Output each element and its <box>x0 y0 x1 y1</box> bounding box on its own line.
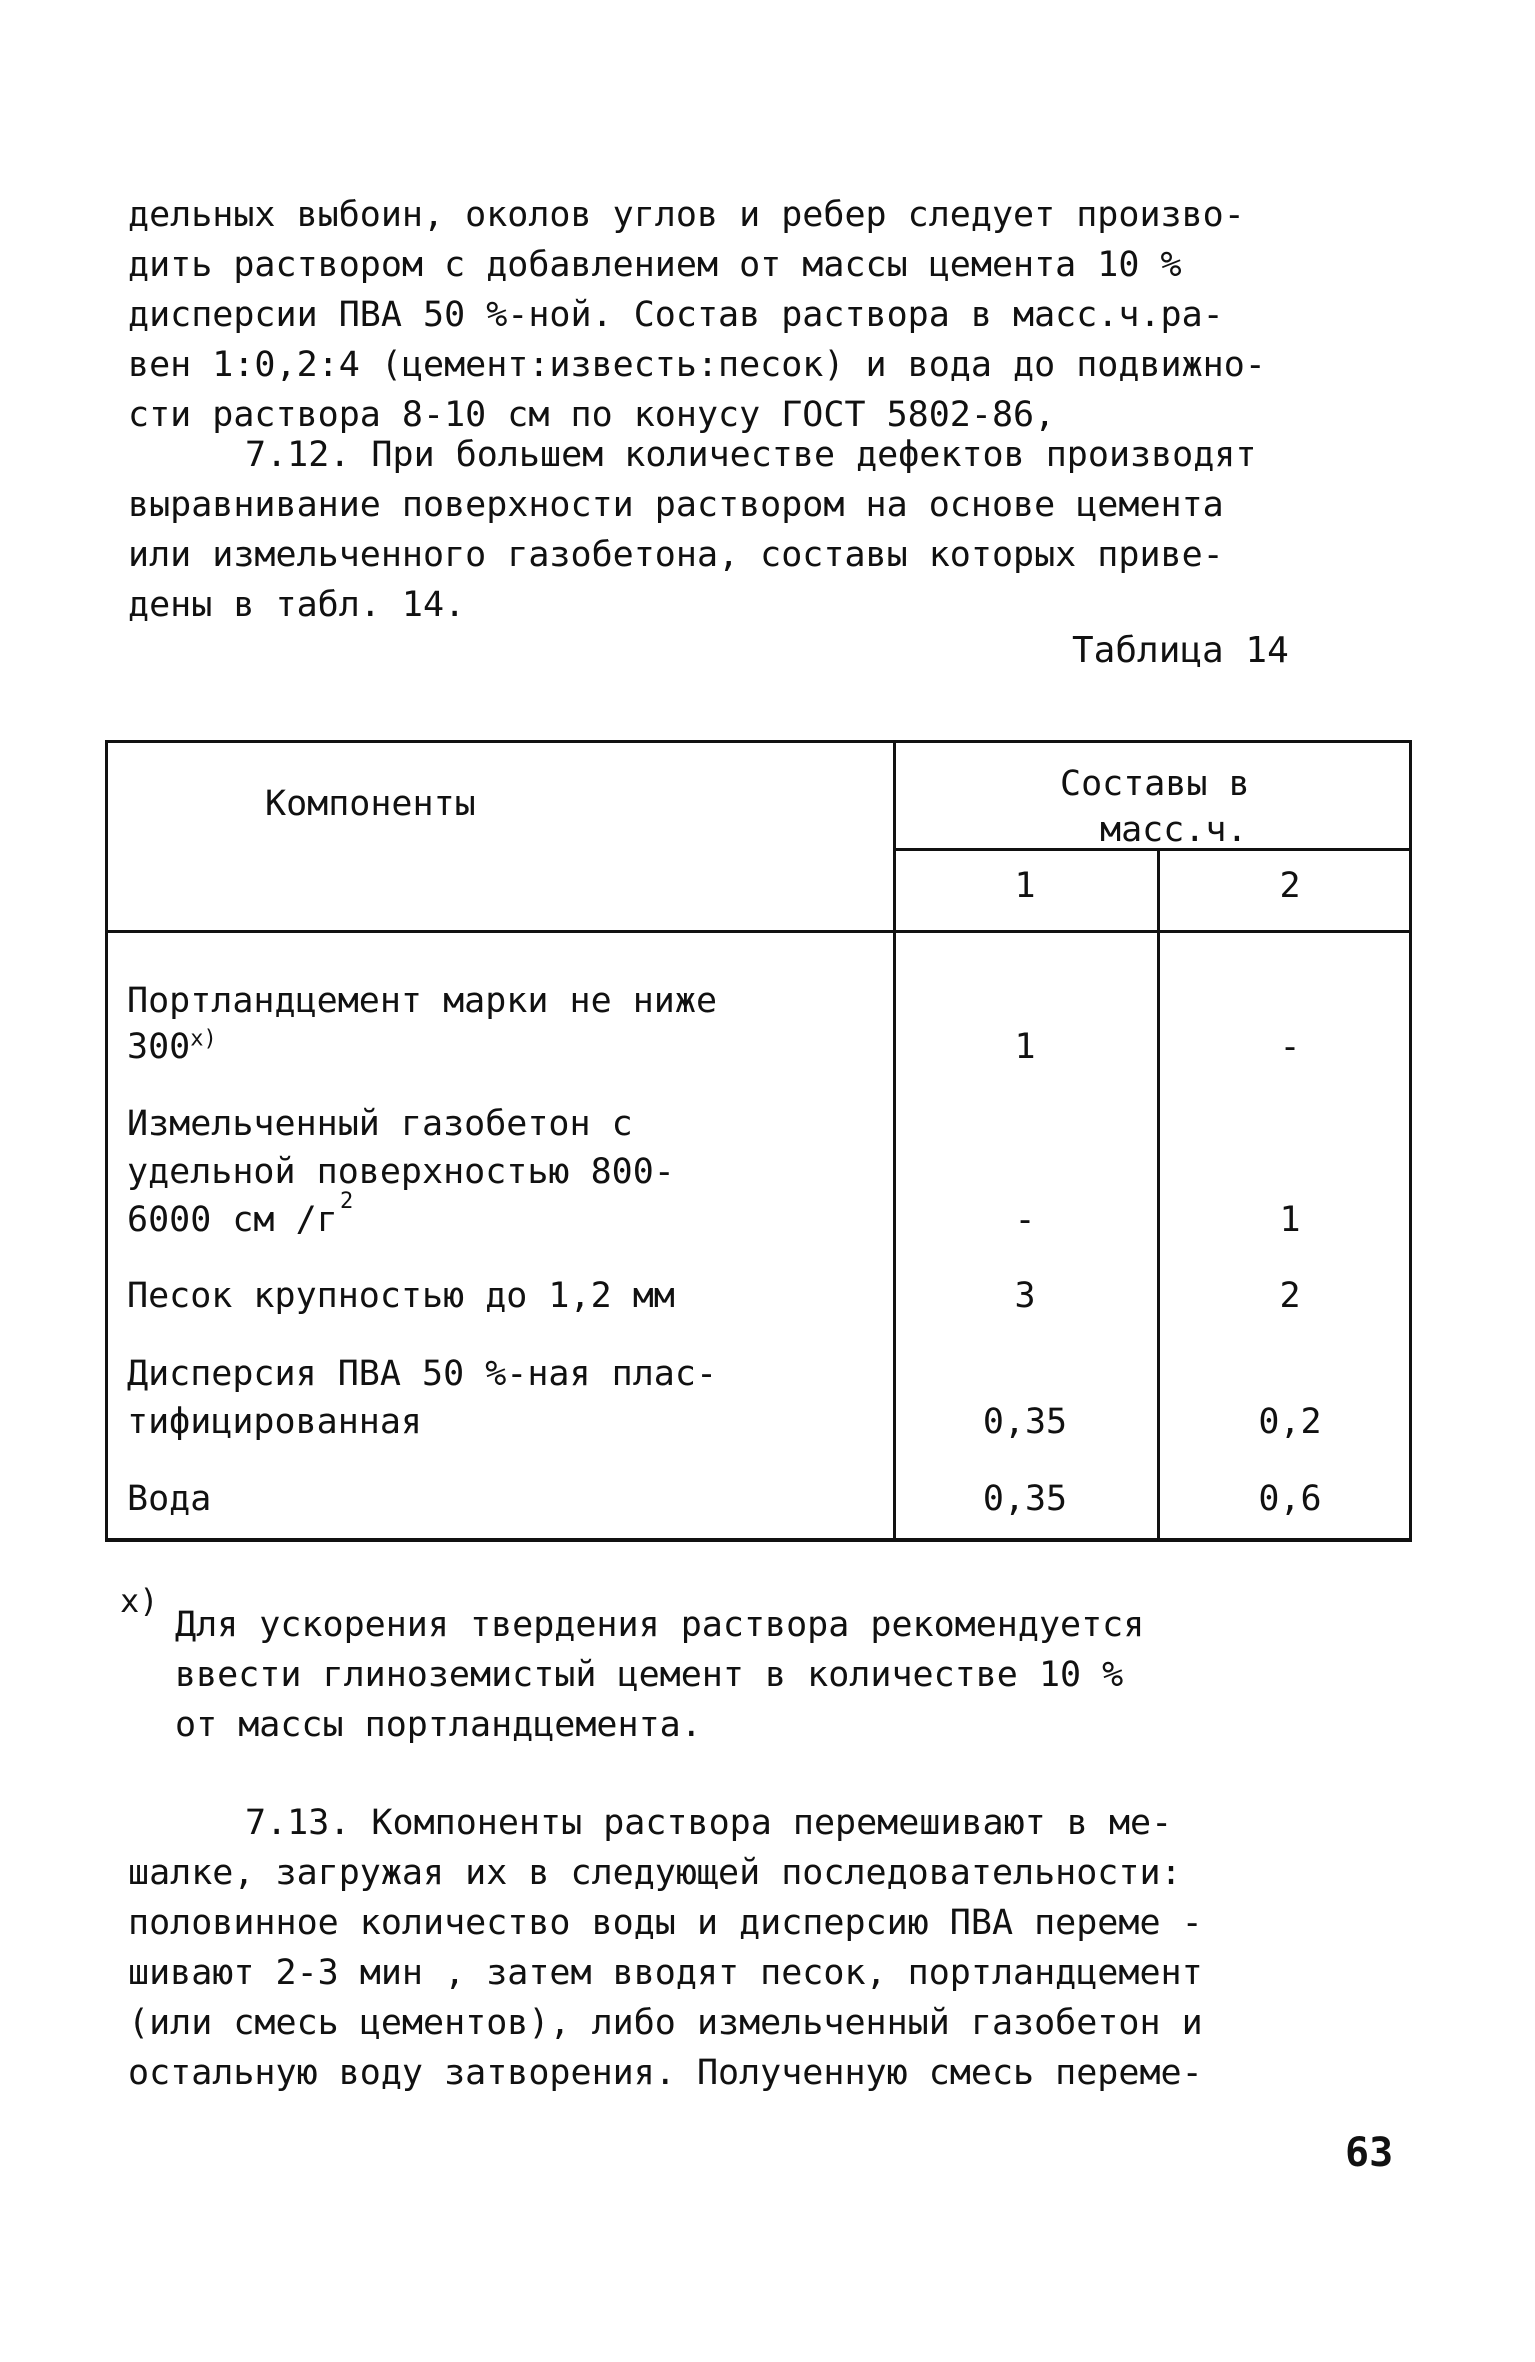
footnote-line: от массы портландцемента. <box>175 1705 702 1745</box>
table-header-rule <box>105 930 1412 933</box>
table-border-left <box>105 740 108 1542</box>
value-col1: 0,35 <box>982 1402 1068 1442</box>
header-compositions-unit: масс.ч. <box>1100 810 1248 850</box>
value-col2: 0,6 <box>1258 1479 1322 1519</box>
value-col1: - <box>1014 1200 1036 1240</box>
text-line: остальную воду затворения. Полученную смесь переме- <box>128 2053 1203 2093</box>
text-line: шалке, загружая их в следующей последовательности: <box>128 1853 1182 1893</box>
composition-table <box>105 740 1412 1542</box>
text-line: 7.12. При большем количестве дефектов производят <box>245 435 1257 475</box>
superscript-mark: 2 <box>340 1189 354 1214</box>
column-header-1: 1 <box>1014 866 1036 906</box>
footnote-line: Для ускорения твердения раствора рекомендуется <box>175 1605 1145 1645</box>
table-border-bottom <box>105 1538 1412 1542</box>
component-label: Измельченный газобетон с <box>127 1104 633 1144</box>
text-line: шивают 2-3 мин , затем вводят песок, портландцемент <box>128 1953 1203 1993</box>
value-col2: - <box>1279 1027 1301 1067</box>
column-header-2: 2 <box>1279 866 1301 906</box>
text-line: 7.13. Компоненты раствора перемешивают в ме- <box>245 1803 1173 1843</box>
text-line: дены в табл. 14. <box>128 585 466 625</box>
table-column-rule <box>893 740 896 1542</box>
value-col2: 1 <box>1279 1200 1301 1240</box>
text-line: выравнивание поверхности раствором на основе цемента <box>128 485 1224 525</box>
footnote-mark: x) <box>120 1582 159 1620</box>
text-line: или измельченного газобетона, составы которых приве- <box>128 535 1224 575</box>
text-line: (или смесь цементов), либо измельченный газобетон и <box>128 2003 1203 2043</box>
footnote-mark: x) <box>190 1026 217 1052</box>
text-line: дисперсии ПВА 50 %-ной. Состав раствора в масс.ч.ра- <box>128 295 1224 335</box>
component-label-part: 300 <box>127 1027 191 1067</box>
page-number: 63 <box>1345 2130 1394 2176</box>
text-line: дельных выбоин, околов углов и ребер следует произво- <box>128 195 1245 235</box>
table-column-rule <box>1157 848 1160 1542</box>
text-line: вен 1:0,2:4 (цемент:известь:песок) и вода до подвижно- <box>128 345 1266 385</box>
value-col1: 1 <box>1014 1027 1036 1067</box>
table-border-top <box>105 740 1412 743</box>
text-line: дить раствором с добавлением от массы цемента 10 % <box>128 245 1182 285</box>
component-label: Песок крупностью до 1,2 мм <box>127 1276 675 1316</box>
component-label: 6000 см /г <box>127 1200 338 1240</box>
header-compositions: Составы в <box>1060 764 1250 804</box>
value-col2: 0,2 <box>1258 1402 1322 1442</box>
component-label: Вода <box>127 1479 212 1519</box>
component-label: Портландцемент марки не ниже <box>127 981 718 1021</box>
table-caption: Таблица 14 <box>1072 630 1289 671</box>
component-label: тифицированная <box>127 1402 423 1442</box>
component-label <box>127 1023 217 1071</box>
text-line: половинное количество воды и дисперсию ПВА переме - <box>128 1903 1203 1943</box>
value-col2: 2 <box>1279 1276 1301 1316</box>
text-line: сти раствора 8-10 см по конусу ГОСТ 5802-86, <box>128 395 1056 435</box>
footnote-line: ввести глиноземистый цемент в количестве 10 % <box>175 1655 1124 1695</box>
component-label: удельной поверхностью 800- <box>127 1152 675 1192</box>
header-components: Компоненты <box>265 784 476 824</box>
component-label: Дисперсия ПВА 50 %-ная плас- <box>127 1354 718 1394</box>
table-border-right <box>1409 740 1412 1542</box>
value-col1: 3 <box>1014 1276 1036 1316</box>
value-col1: 0,35 <box>982 1479 1068 1519</box>
